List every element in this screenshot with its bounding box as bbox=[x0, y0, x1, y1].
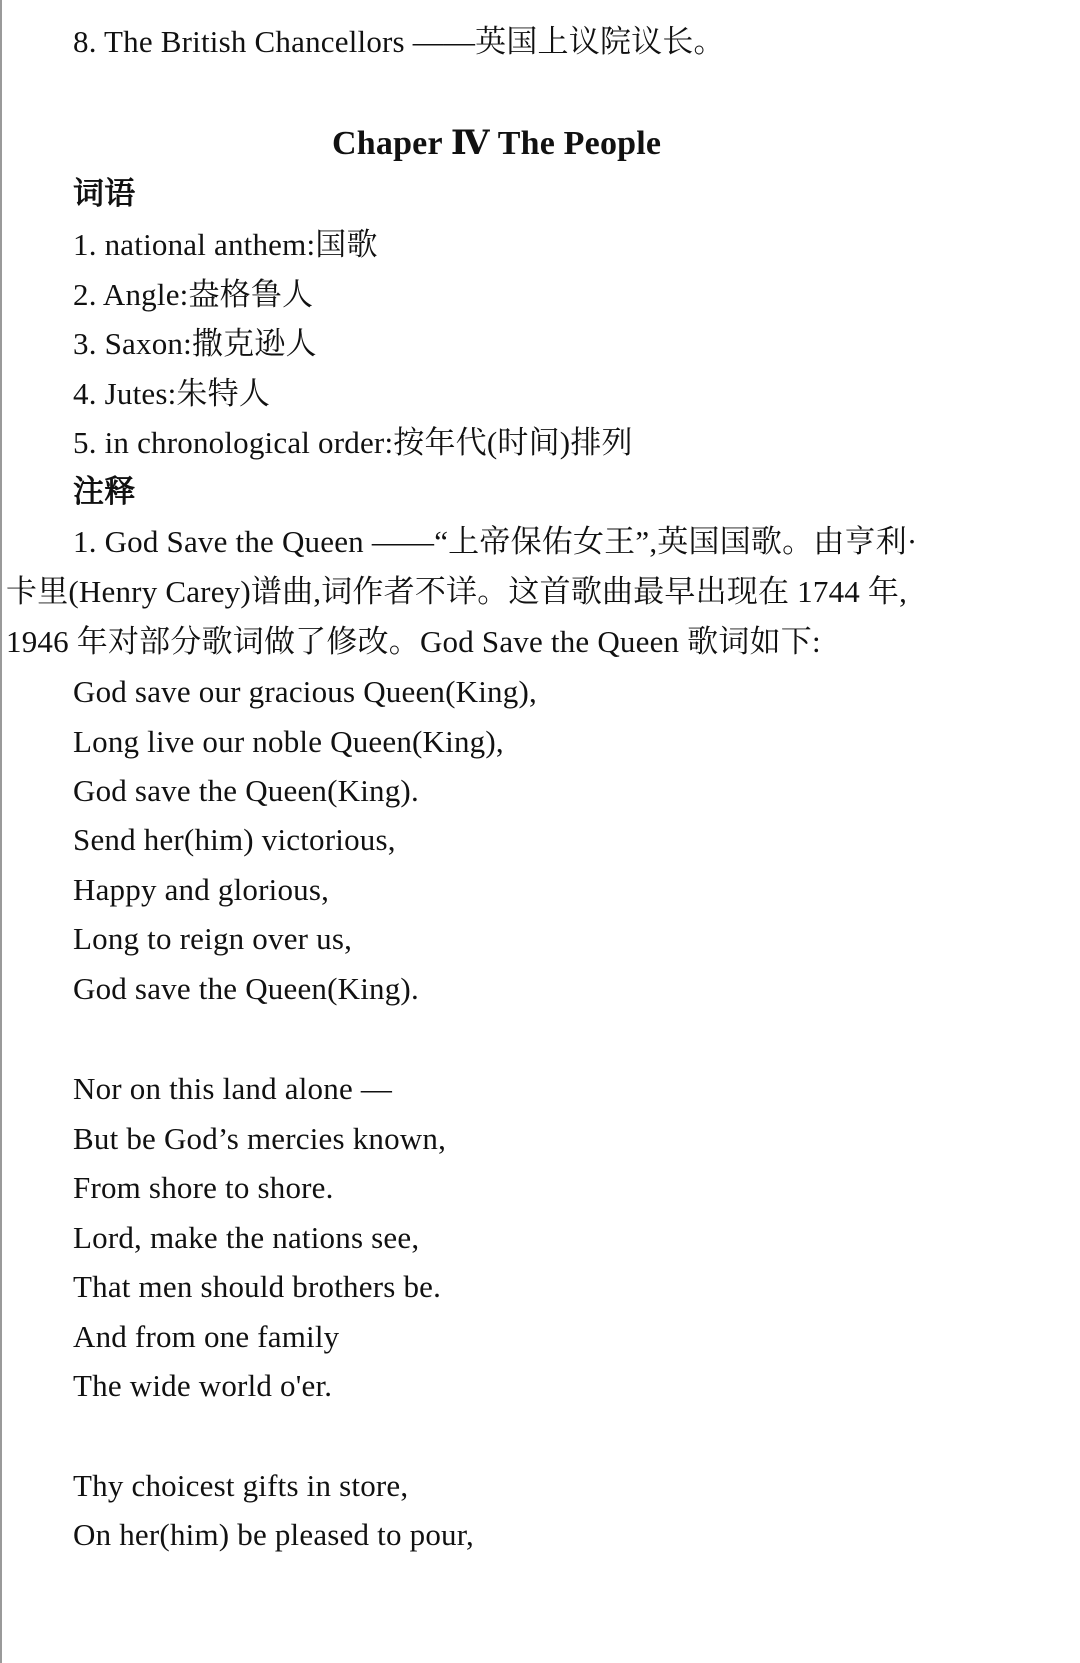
poem-line: Happy and glorious, bbox=[73, 872, 330, 907]
vocab-item-1: 1. national anthem:国歌 bbox=[73, 227, 378, 262]
poem-line: Thy choicest gifts in store, bbox=[73, 1468, 409, 1503]
poem-line: God save the Queen(King). bbox=[73, 773, 419, 808]
poem-line: Long to reign over us, bbox=[73, 921, 353, 956]
note-1-line-1: 1. God Save the Queen ——“上帝保佑女王”,英国国歌。由亨利· bbox=[73, 524, 918, 559]
poem-line: That men should brothers be. bbox=[73, 1269, 442, 1304]
poem-line: God save the Queen(King). bbox=[73, 971, 419, 1006]
poem-line: Long live our noble Queen(King), bbox=[73, 724, 504, 759]
page-edge-divider bbox=[0, 0, 2, 1663]
poem-line: And from one family bbox=[73, 1319, 340, 1354]
notes-heading: 注释 bbox=[73, 474, 136, 509]
vocab-item-3: 3. Saxon:撒克逊人 bbox=[73, 326, 317, 361]
poem-line: On her(him) be pleased to pour, bbox=[73, 1517, 474, 1552]
poem-line: The wide world o'er. bbox=[73, 1368, 333, 1403]
poem-line: But be God’s mercies known, bbox=[73, 1121, 447, 1156]
poem-line: Send her(him) victorious, bbox=[73, 822, 396, 857]
vocabulary-heading: 词语 bbox=[73, 176, 136, 211]
note-1-line-3: 1946 年对部分歌词做了修改。God Save the Queen 歌词如下: bbox=[6, 624, 821, 659]
poem-line: Nor on this land alone — bbox=[73, 1071, 393, 1106]
poem-line: Lord, make the nations see, bbox=[73, 1220, 420, 1255]
note-1-line-2: 卡里(Henry Carey)谱曲,词作者不详。这首歌曲最早出现在 1744 年, bbox=[6, 574, 908, 609]
poem-line: God save our gracious Queen(King), bbox=[73, 674, 537, 709]
vocab-item-2: 2. Angle:盎格鲁人 bbox=[73, 277, 314, 312]
previous-item-8: 8. The British Chancellors ——英国上议院议长。 bbox=[73, 24, 725, 59]
vocab-item-4: 4. Jutes:朱特人 bbox=[73, 376, 271, 411]
chapter-title: Chaper Ⅳ The People bbox=[332, 125, 662, 162]
poem-line: From shore to shore. bbox=[73, 1170, 334, 1205]
vocab-item-5: 5. in chronological order:按年代(时间)排列 bbox=[73, 425, 633, 460]
